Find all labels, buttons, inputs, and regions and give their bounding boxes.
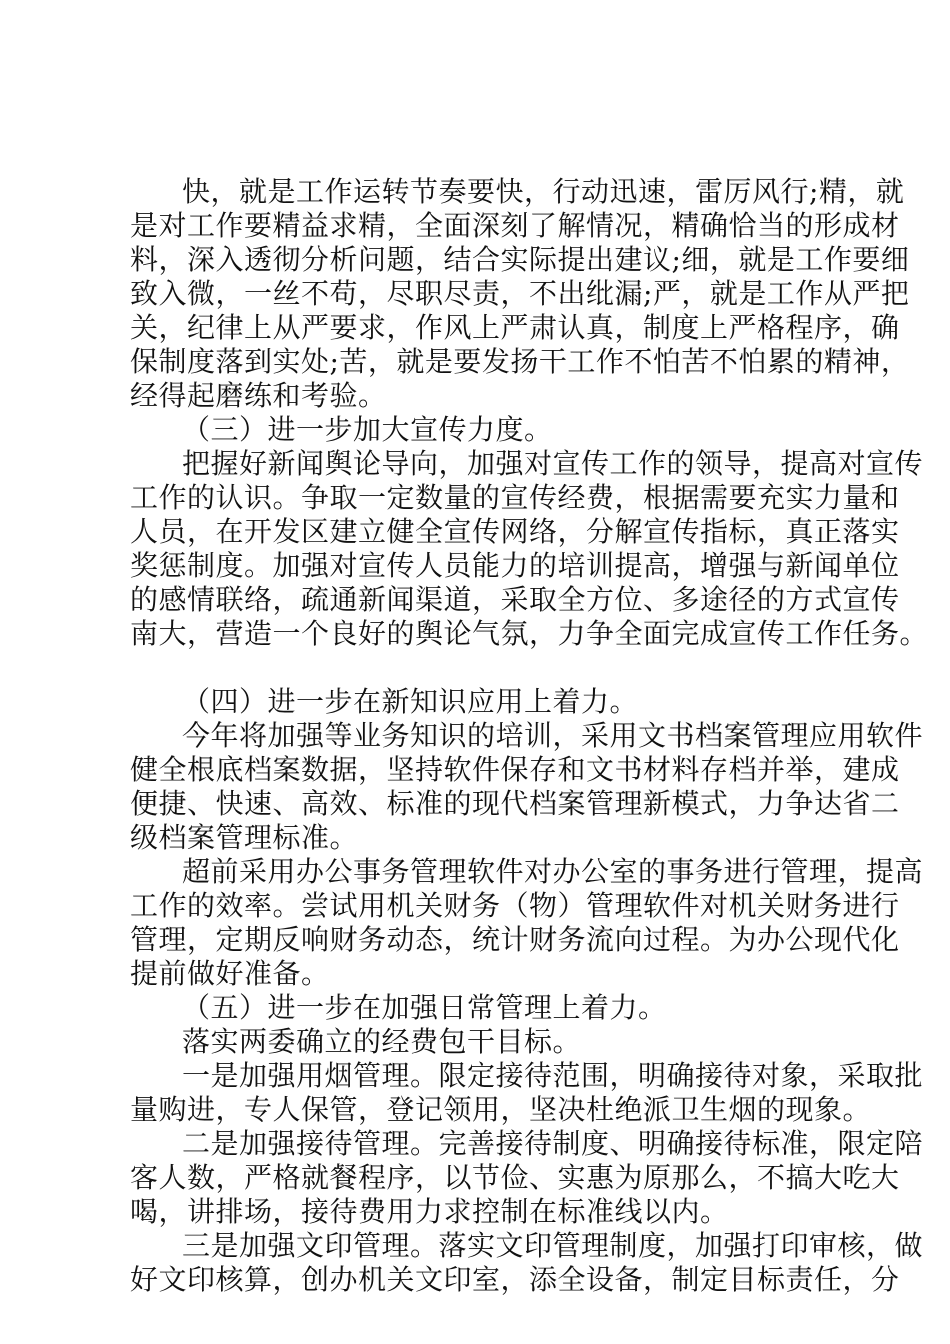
text-line: 致入微，一丝不苟，尽职尽责，不出纰漏;严，就是工作从严把	[130, 277, 910, 310]
text-line: 今年将加强等业务知识的培训，采用文书档案管理应用软件	[182, 719, 924, 752]
paragraph-gap	[130, 651, 850, 685]
text-line: 客人数，严格就餐程序，以节俭、实惠为原那么，不搞大吃大	[130, 1161, 900, 1194]
text-line: 人员，在开发区建立健全宣传网络，分解宣传指标，真正落实	[130, 515, 900, 548]
text-line: 是对工作要精益求精，全面深刻了解情况，精确恰当的形成材	[130, 209, 900, 242]
text-line: 二是加强接待管理。完善接待制度、明确接待标准，限定陪	[182, 1127, 924, 1160]
text-line: 工作的效率。尝试用机关财务（物）管理软件对机关财务进行	[130, 889, 900, 922]
section-heading-4: （四）进一步在新知识应用上着力。	[182, 685, 639, 718]
text-line: 料，深入透彻分析问题，结合实际提出建议;细，就是工作要细	[130, 243, 910, 276]
text-line: 奖惩制度。加强对宣传人员能力的培训提高，增强与新闻单位	[130, 549, 900, 582]
text-line: 南大，营造一个良好的舆论气氛，力争全面完成宣传工作任务。	[130, 617, 929, 650]
text-line: 便捷、快速、高效、标准的现代档案管理新模式，力争达省二	[130, 787, 900, 820]
section-heading-3: （三）进一步加大宣传力度。	[182, 413, 553, 446]
text-line: 级档案管理标准。	[130, 821, 359, 854]
text-line: 好文印核算，创办机关文印室，添全设备，制定目标责任，分	[130, 1263, 900, 1296]
text-line: 健全根底档案数据，坚持软件保存和文书材料存档并举，建成	[130, 753, 900, 786]
text-line: 的感情联络，疏通新闻渠道，采取全方位、多途径的方式宣传	[130, 583, 900, 616]
text-line: 量购进，专人保管，登记领用，坚决杜绝派卫生烟的现象。	[130, 1093, 872, 1126]
text-line: 把握好新闻舆论导向，加强对宣传工作的领导，提高对宣传	[182, 447, 924, 480]
text-line: 落实两委确立的经费包干目标。	[182, 1025, 582, 1058]
text-line: 关，纪律上从严要求，作风上严肃认真，制度上严格程序，确	[130, 311, 900, 344]
text-line: 提前做好准备。	[130, 957, 330, 990]
text-line: 三是加强文印管理。落实文印管理制度，加强打印审核，做	[182, 1229, 924, 1262]
text-line: 工作的认识。争取一定数量的宣传经费，根据需要充实力量和	[130, 481, 900, 514]
text-line: 超前采用办公事务管理软件对办公室的事务进行管理，提高	[182, 855, 924, 888]
document-body	[130, 175, 929, 1297]
text-line: 管理，定期反响财务动态，统计财务流向过程。为办公现代化	[130, 923, 900, 956]
text-line: 经得起磨练和考验。	[130, 379, 387, 412]
text-line: 一是加强用烟管理。限定接待范围，明确接待对象，采取批	[182, 1059, 924, 1092]
text-line: 保制度落到实处;苦，就是要发扬干工作不怕苦不怕累的精神，	[130, 345, 910, 378]
section-heading-5: （五）进一步在加强日常管理上着力。	[182, 991, 667, 1024]
text-line: 喝，讲排场，接待费用力求控制在标准线以内。	[130, 1195, 729, 1228]
text-line: 快，就是工作运转节奏要快，行动迅速，雷厉风行;精，就	[182, 175, 905, 208]
